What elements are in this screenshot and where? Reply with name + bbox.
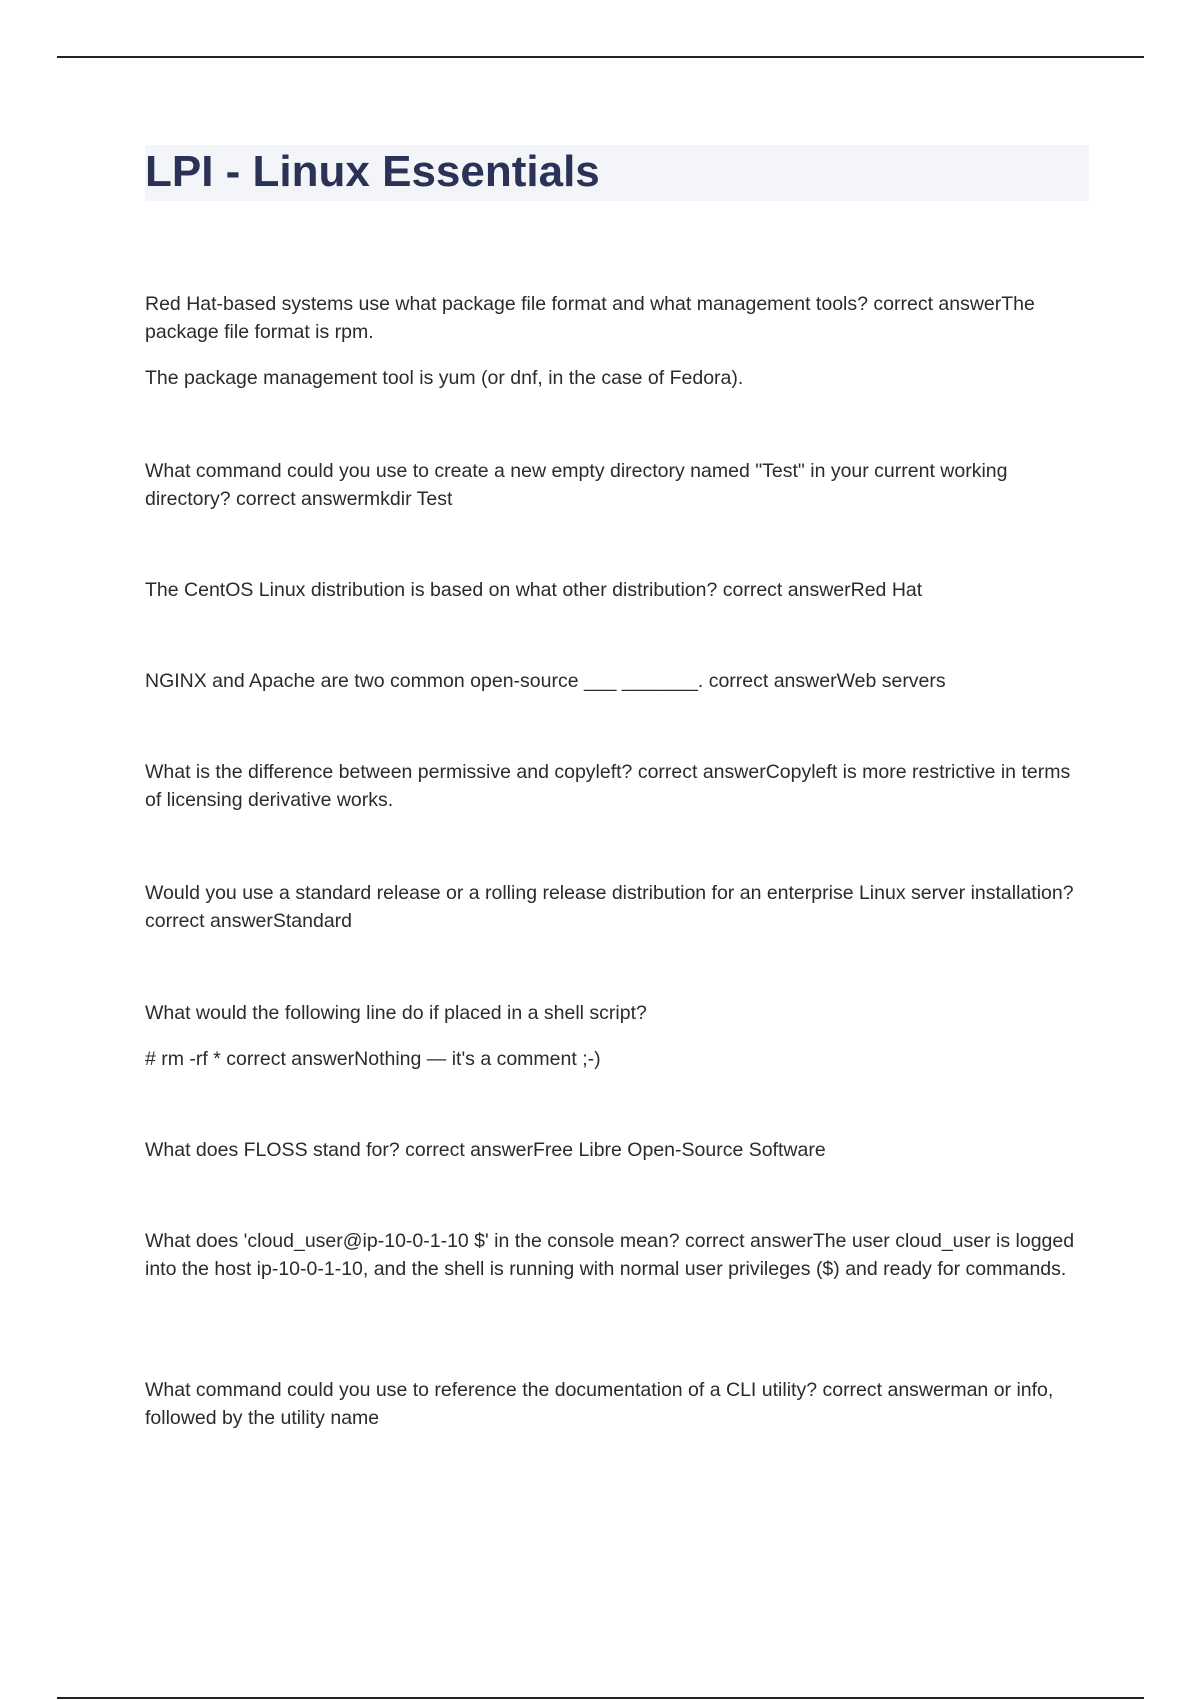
answer-text: Copyleft is more restrictive in terms of licensing derivative works. [145, 761, 1071, 811]
qa-text [145, 457, 1090, 513]
question-text: What does FLOSS stand for? [145, 1139, 400, 1161]
question-text: What command could you use to reference the documentation of a CLI utility? [145, 1379, 818, 1401]
answer-text: Web servers [836, 670, 946, 692]
answer-marker: correct answer [708, 670, 837, 692]
answer-marker: correct answer [873, 293, 1002, 315]
question-text: Would you use a standard release or a rolling release distribution for an enterprise Linux server installation? [145, 882, 1074, 904]
qa-item-2 [145, 457, 1090, 513]
header-rule [57, 56, 1144, 58]
footer-rule [57, 1697, 1144, 1699]
qa-text [145, 576, 1090, 604]
answer-text: The package file format is rpm. [145, 293, 1035, 343]
qa-item-5 [145, 758, 1090, 814]
answer-text: Free Libre Open-Source Software [533, 1139, 826, 1161]
answer-marker: correct answer [722, 579, 851, 601]
answer-text: The user cloud_user is logged into the host ip-10-0-1-10, and the shell is running with normal user privileges ($) and ready for commands. [145, 1230, 1075, 1280]
document-title: LPI - Linux Essentials [145, 147, 600, 196]
qa-text [145, 1376, 1090, 1432]
qa-item-7 [145, 999, 1090, 1073]
qa-text [145, 879, 1090, 935]
qa-item-4 [145, 667, 1090, 695]
qa-text [145, 1136, 1090, 1164]
qa-text [145, 667, 1090, 695]
answer-text: mkdir Test [363, 488, 453, 510]
answer-marker: correct answer [236, 488, 364, 510]
question-command: # rm -rf * [145, 1048, 221, 1070]
question-text: Red Hat-based systems use what package file format and what management tools? [145, 293, 868, 315]
qa-text [145, 1045, 1090, 1073]
qa-item-8 [145, 1136, 1090, 1164]
qa-item-3 [145, 576, 1090, 604]
answer-marker: correct answer [145, 910, 273, 932]
answer-text: Nothing — it's a comment ;-) [354, 1048, 601, 1070]
qa-item-10 [145, 1376, 1090, 1432]
question-text: What does 'cloud_user@ip-10-0-1-10 $' in the console mean? [145, 1230, 680, 1252]
question-text: The CentOS Linux distribution is based on what other distribution? [145, 579, 718, 601]
answer-marker: correct answer [405, 1139, 534, 1161]
question-text: What is the difference between permissive and copyleft? [145, 761, 633, 783]
answer-continuation: The package management tool is yum (or dnf, in the case of Fedora). [145, 367, 744, 389]
qa-item-6 [145, 879, 1090, 935]
answer-marker: correct answer [822, 1379, 951, 1401]
question-text: What command could you use to create a new empty directory named "Test" in your current working directory? [145, 460, 1008, 510]
answer-marker: correct answer [226, 1048, 355, 1070]
qa-text [145, 1227, 1090, 1283]
answer-text: Red Hat [850, 579, 923, 601]
answer-marker: correct answer [637, 761, 766, 783]
question-text: What would the following line do if placed in a shell script? [145, 1002, 647, 1024]
answer-text: man or info, followed by the utility name [145, 1379, 1054, 1429]
qa-item-9 [145, 1227, 1090, 1283]
question-text: NGINX and Apache are two common open-source ___ _______. [145, 670, 704, 692]
qa-text [145, 290, 1090, 346]
answer-text: Standard [272, 910, 353, 932]
qa-item-1 [145, 290, 1090, 392]
qa-text [145, 758, 1090, 814]
answer-marker: correct answer [684, 1230, 813, 1252]
